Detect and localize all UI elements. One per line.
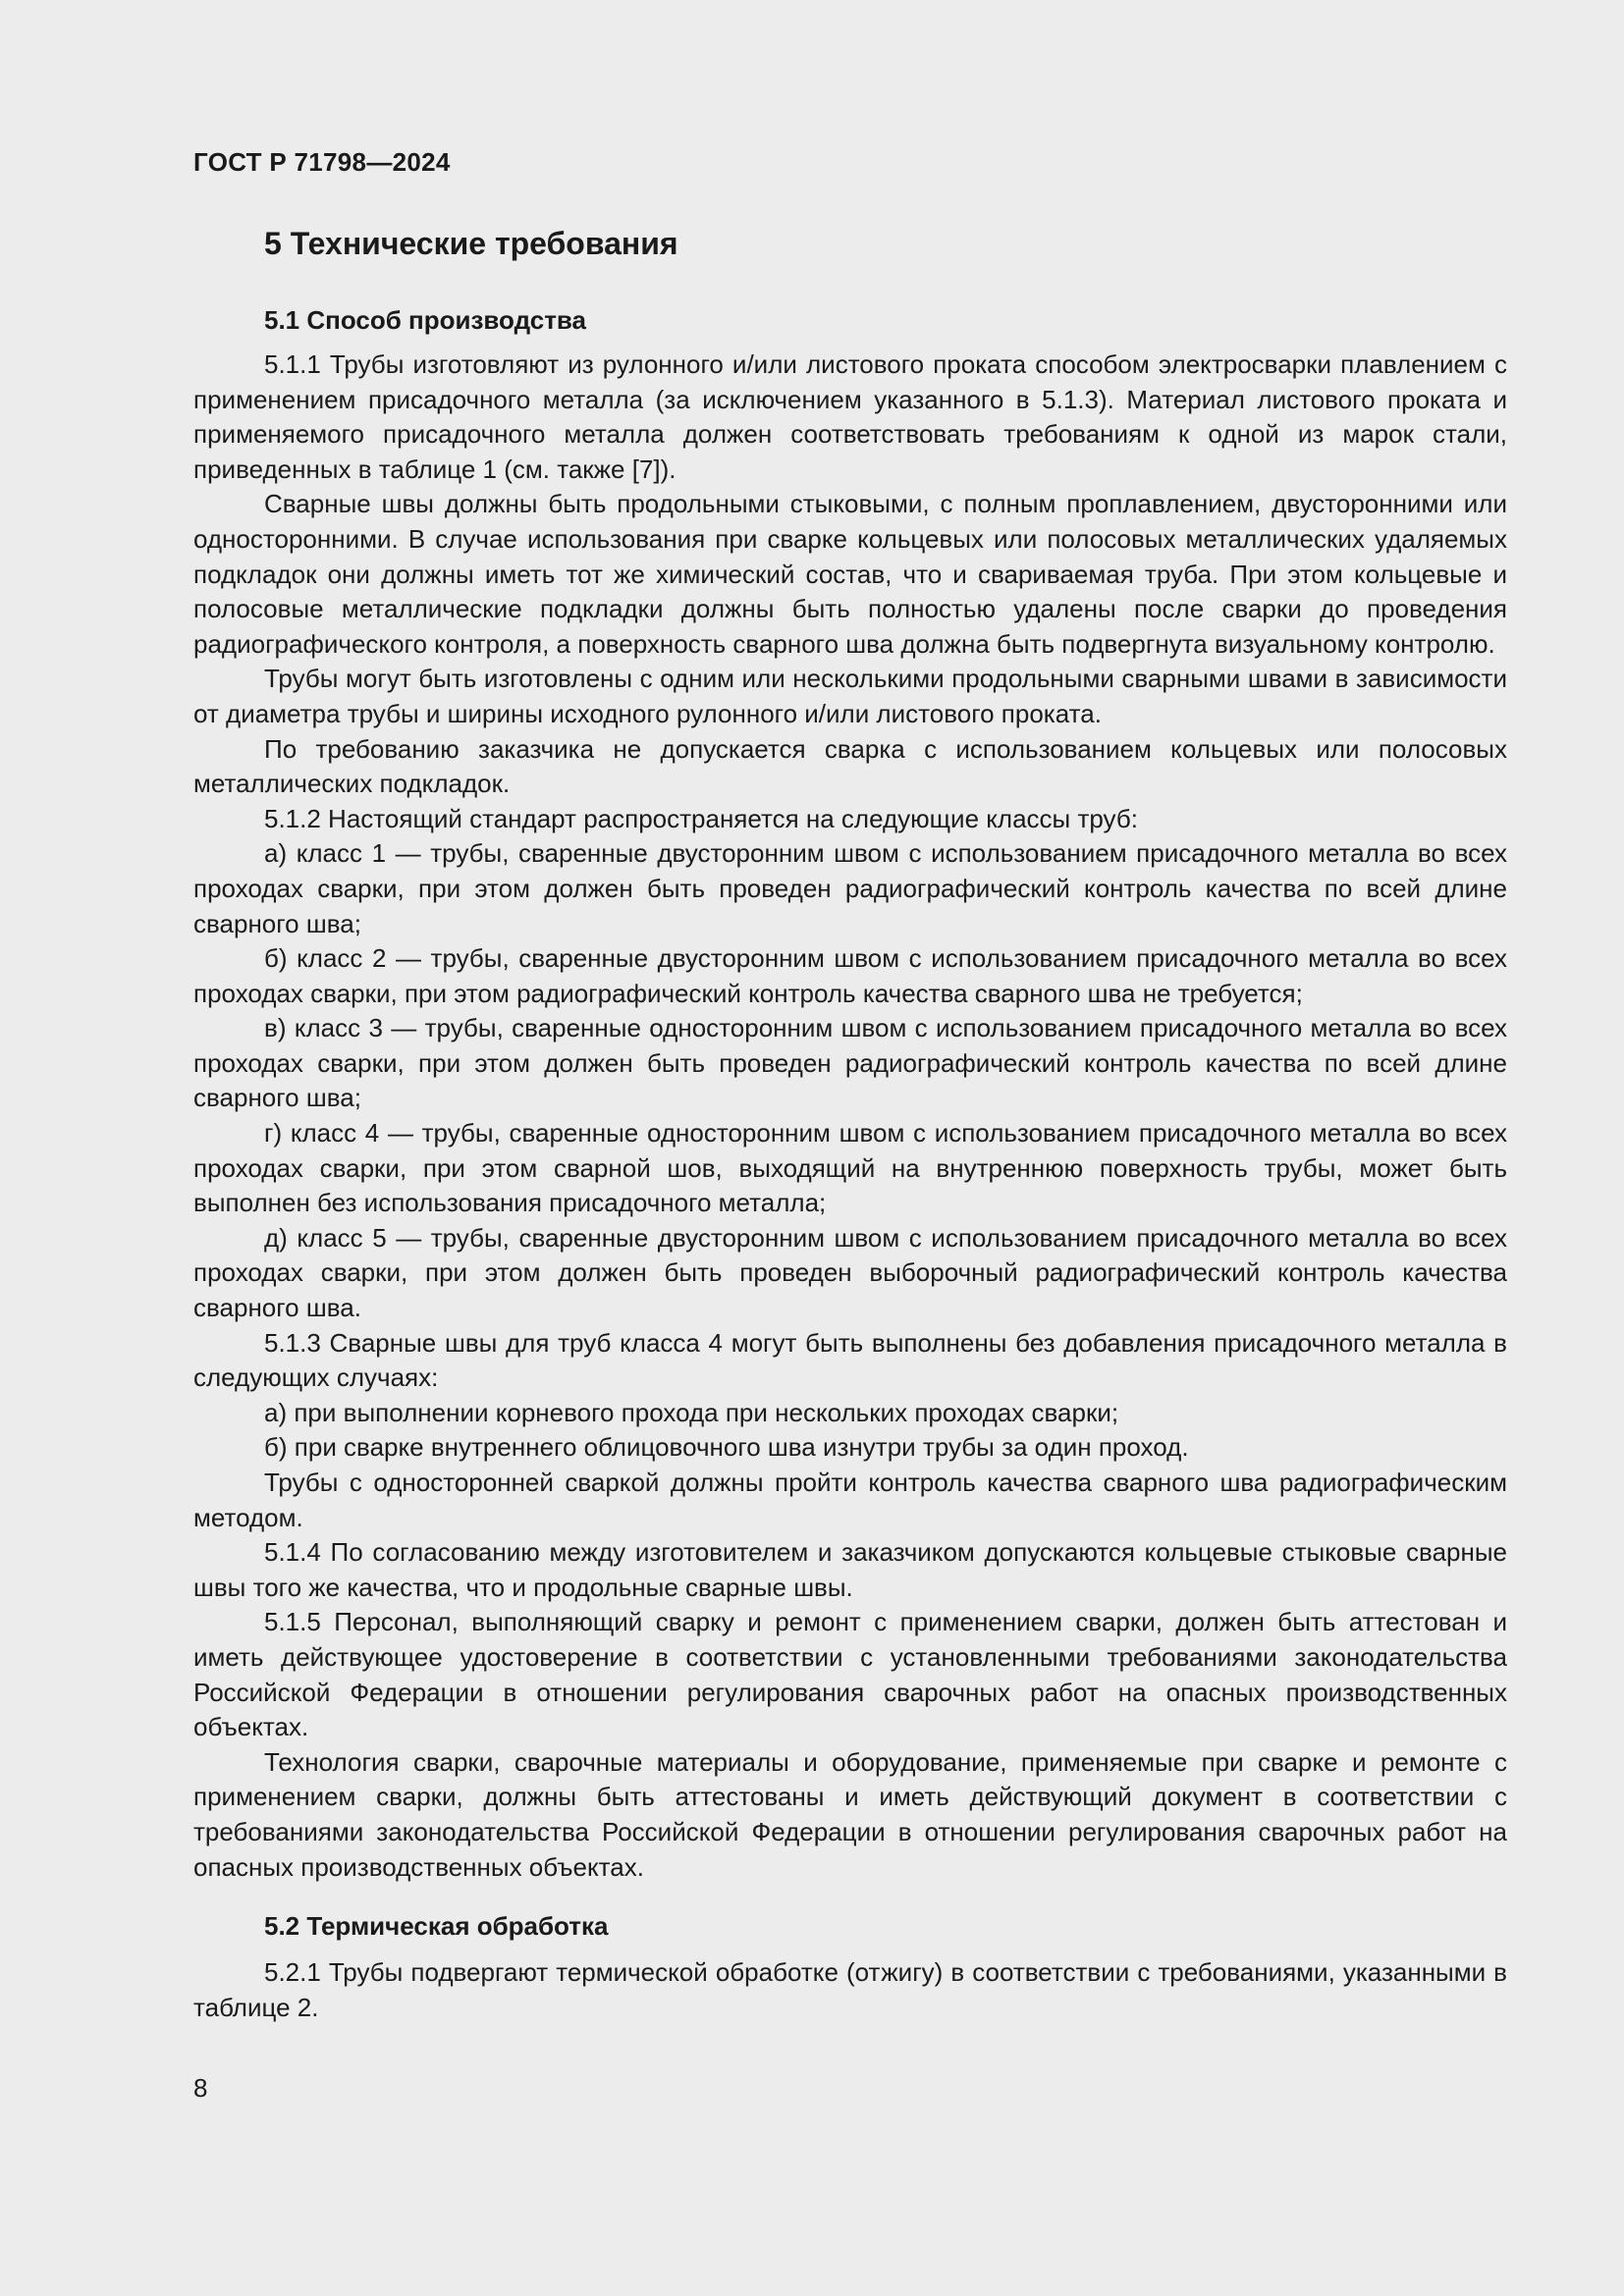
paragraph-weld-seams: Сварные швы должны быть продольными стыковыми, с полным проплавлением, двусторонними или односторонними. В случае использования при сварке кольцевых или полосовых металлических удаляемых подкладок они должны иметь тот же химический состав, что и свариваемая труба. При этом кольцевые и полосовые металлические подкладки должны быть полностью удалены после сварки до проведения радиографического контроля, а поверхность сварного шва должна быть подвергнута визуальному контролю. [193, 489, 1507, 659]
paragraph-5-1-4: 5.1.4 По согласованию между изготовителем и заказчиком допускаются кольцевые стыковые сварные швы того же качества, что и продольные сварные швы. [193, 1537, 1507, 1602]
paragraph-5-1-2: 5.1.2 Настоящий стандарт распространяется на следующие классы труб: [264, 803, 1138, 833]
list-item-inner-seam: б) при сварке внутреннего облицовочного шва изнутри трубы за один проход. [264, 1432, 1189, 1463]
paragraph-5-2-1: 5.2.1 Трубы подвергают термической обработке (отжигу) в соответствии с требованиями, указанными в таблице 2. [193, 1957, 1507, 2022]
list-item-root-pass: а) при выполнении корневого прохода при нескольких проходах сварки; [264, 1397, 1119, 1427]
list-item-class-3: в) класс 3 — трубы, сваренные односторонним швом с использованием присадочного металла во всех проходах сварки, при этом должен быть проведен радиографический контроль качества по всей длине сварного шва; [193, 1013, 1507, 1113]
paragraph-5-1-5: 5.1.5 Персонал, выполняющий сварку и ремонт с применением сварки, должен быть аттестован и иметь действующее удостоверение в соответствии с установленными требованиями законодательства Российской Федерации в отношении регулирования сварочных работ на опасных производственных объектах. [193, 1607, 1507, 1742]
paragraph-welding-technology: Технология сварки, сварочные материалы и оборудование, применяемые при сварке и ремонте с применением сварки, должны быть аттестованы и иметь действующий документ в соответствии с требованиями законодательства Российской Федерации в отношении регулирования сварочных работ на опасных производственных объектах. [193, 1746, 1507, 1882]
page-number: 8 [193, 2073, 208, 2103]
subsection-title-production: 5.1 Способ производства [264, 305, 587, 335]
paragraph-radiographic-control: Трубы с односторонней сваркой должны пройти контроль качества сварного шва радиографическим методом. [193, 1468, 1507, 1532]
list-item-class-1: а) класс 1 — трубы, сваренные двусторонним швом с использованием присадочного металла во всех проходах сварки, при этом должен быть проведен радиографический контроль качества по всей длине сварного шва; [193, 838, 1507, 938]
paragraph-multiple-seams: Трубы могут быть изготовлены с одним или несколькими продольными сварными швами в зависимости от диаметра трубы и ширины исходного рулонного и/или листового проката. [193, 664, 1507, 728]
list-item-class-2: б) класс 2 — трубы, сваренные двусторонним швом с использованием присадочного металла во всех проходах сварки, при этом радиографический контроль качества сварного шва не требуется; [193, 943, 1507, 1008]
paragraph-5-1-3: 5.1.3 Сварные швы для труб класса 4 могут быть выполнены без добавления присадочного металла в следующих случаях: [193, 1327, 1507, 1393]
section-title: 5 Технические требования [264, 226, 678, 261]
page-content [193, 220, 1507, 2025]
subsection-title-heat-treatment: 5.2 Термическая обработка [264, 1911, 609, 1942]
paragraph-customer-requirement: По требованию заказчика не допускается сварка с использованием кольцевых или полосовых металлических подкладок. [193, 733, 1507, 799]
list-item-class-4: г) класс 4 — трубы, сваренные односторонним швом с использованием присадочного металла во всех проходах сварки, при этом сварной шов, выходящий на внутреннюю поверхность трубы, может быть выполнен без использования присадочного металла; [193, 1118, 1507, 1218]
paragraph-5-1-1: 5.1.1 Трубы изготовляют из рулонного и/или листового проката способом электросварки плавлением с применением присадочного металла (за исключением указанного в 5.1.3). Материал листового проката и применяемого присадочного металла должен соответствовать требованиям к одной из марок стали, приведенных в таблице 1 (см. также [7]). [193, 349, 1507, 484]
document-code: ГОСТ Р 71798—2024 [193, 147, 451, 177]
list-item-class-5: д) класс 5 — трубы, сваренные двусторонним швом с использованием присадочного металла во всех проходах сварки, при этом должен быть проведен выборочный радиографический контроль качества сварного шва. [193, 1222, 1507, 1323]
